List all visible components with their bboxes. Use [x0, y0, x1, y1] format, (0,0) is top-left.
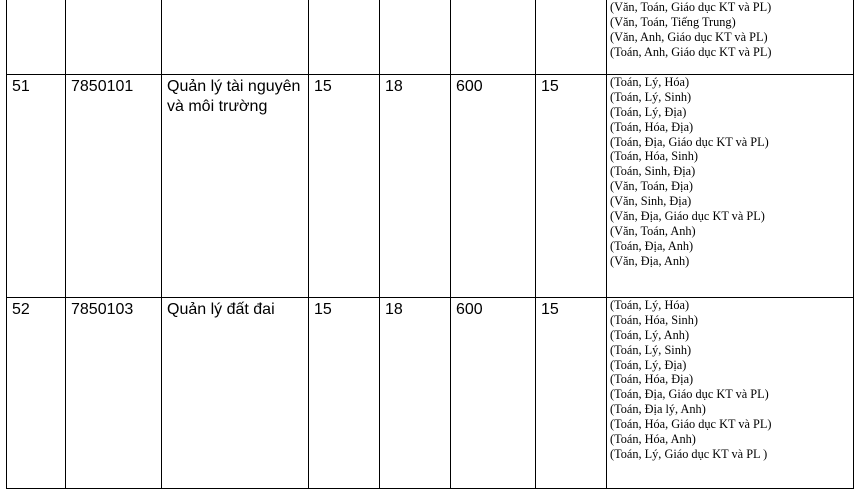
score-threshold-1-cell [309, 0, 380, 75]
subject-combination-item: (Văn, Địa, Giáo dục KT và PL) [610, 209, 765, 224]
score-threshold-1-cell: 15 [309, 75, 380, 298]
subject-combination-item: (Văn, Sinh, Địa) [610, 194, 692, 209]
major-name-cell: Quản lý đất đai [162, 298, 309, 489]
table-body [7, 0, 854, 489]
subject-combination-item: (Toán, Hóa, Sinh) [610, 312, 698, 327]
subject-combination-item: (Toán, Địa, Anh) [610, 238, 694, 253]
table-row [7, 75, 854, 298]
score-threshold-3-cell: 600 [451, 298, 536, 489]
subject-combination-item: (Toán, Địa, Giáo dục KT và PL) [610, 387, 769, 402]
table-row [7, 0, 854, 75]
subject-combination-item: (Văn, Toán, Địa) [610, 179, 693, 194]
score-threshold-2-cell [380, 0, 451, 75]
subject-combination-item: (Toán, Lý, Hóa) [610, 298, 690, 312]
major-code-cell: 7850103 [66, 298, 162, 489]
score-threshold-2-cell: 18 [380, 298, 451, 489]
score-threshold-2-cell: 18 [380, 75, 451, 298]
subject-combination-item: (Toán, Anh, Giáo dục KT và PL) [610, 44, 772, 59]
subject-combination-item: (Văn, Toán, Anh) [610, 223, 696, 238]
subject-combination-item: (Toán, Hóa, Giáo dục KT và PL) [610, 417, 772, 432]
admissions-table [6, 0, 854, 489]
row-number-cell [7, 0, 66, 75]
subject-combination-item: (Toán, Địa, Giáo dục KT và PL) [610, 134, 769, 149]
score-threshold-1-cell: 15 [309, 298, 380, 489]
subject-combination-item: (Văn, Toán, Giáo dục KT và PL) [610, 0, 772, 14]
major-name-cell [162, 0, 309, 75]
subject-combinations-cell [607, 0, 854, 75]
score-threshold-4-cell: 15 [536, 75, 607, 298]
score-threshold-4-cell [536, 0, 607, 75]
subject-combination-item: (Toán, Hóa, Địa) [610, 372, 694, 387]
table-row [7, 298, 854, 489]
subject-combination-item: (Văn, Anh, Giáo dục KT và PL) [610, 29, 768, 44]
score-threshold-3-cell [451, 0, 536, 75]
major-code-cell: 7850101 [66, 75, 162, 298]
subject-combination-item: (Toán, Hóa, Địa) [610, 119, 694, 134]
subject-combination-item: (Toán, Sinh, Địa) [610, 164, 696, 179]
major-code-cell [66, 0, 162, 75]
subject-combination-item: (Toán, Lý, Hóa) [610, 75, 690, 89]
subject-combination-item: (Toán, Lý, Giáo dục KT và PL ) [610, 446, 768, 461]
subject-combinations-cell [607, 75, 854, 298]
score-threshold-3-cell: 600 [451, 75, 536, 298]
subject-combination-item: (Văn, Toán, Tiếng Trung) [610, 14, 736, 29]
major-name-cell: Quản lý tài nguyên và môi trường [162, 75, 309, 298]
row-number-cell: 52 [7, 298, 66, 489]
score-threshold-4-cell: 15 [536, 298, 607, 489]
subject-combination-item: (Văn, Địa, Anh) [610, 253, 690, 268]
subject-combination-item: (Toán, Hóa, Sinh) [610, 149, 698, 164]
subject-combination-item: (Toán, Lý, Sinh) [610, 89, 692, 104]
subject-combination-item: (Toán, Lý, Sinh) [610, 342, 692, 357]
subject-combination-item: (Toán, Lý, Địa) [610, 104, 687, 119]
subject-combination-item: (Toán, Hóa, Anh) [610, 432, 696, 447]
subject-combination-item: (Toán, Lý, Địa) [610, 357, 687, 372]
row-number-cell: 51 [7, 75, 66, 298]
subject-combination-item: (Toán, Địa lý, Anh) [610, 402, 706, 417]
subject-combination-item: (Toán, Lý, Anh) [610, 327, 690, 342]
subject-combinations-cell [607, 298, 854, 489]
